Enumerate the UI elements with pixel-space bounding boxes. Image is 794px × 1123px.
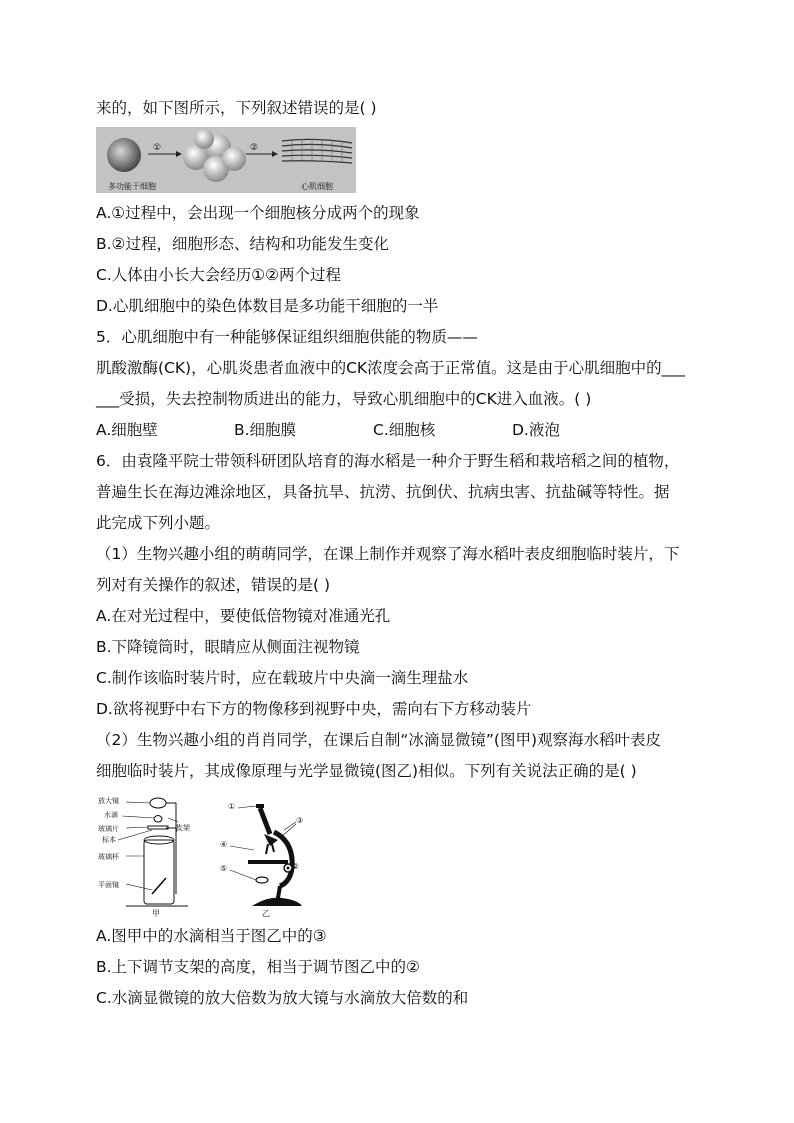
q6-stem-line3: 此完成下列小题。 <box>96 514 221 532</box>
q6-1-stem-line2: 列对有关操作的叙述，错误的是( ) <box>96 576 331 594</box>
q4-stem: 来的，如下图所示，下列叙述错误的是( ) <box>96 99 377 117</box>
marker-1: ① <box>228 802 236 811</box>
q5-stem-line1: 5．心肌细胞中有一种能够保证组织细胞供能的物质—— <box>96 328 478 346</box>
q6-1-option-a: A.在对光过程中，要使低倍物镜对准通光孔 <box>96 607 391 625</box>
q5-stem-line2: 肌酸激酶(CK)，心肌炎患者血液中的CK浓度会高于正常值。这是由于心肌细胞中的___ <box>96 359 685 377</box>
q6-1-option-b: B.下降镜筒时，眼睛应从侧面注视物镜 <box>96 638 360 656</box>
flat-mirror-label: 平面镜 <box>98 881 119 889</box>
stem-cell-shape <box>107 138 141 172</box>
cell-differentiation-figure <box>96 127 356 193</box>
marker-3: ③ <box>296 816 304 825</box>
light-microscope-figure <box>218 802 314 918</box>
glass-slide-label: 玻璃片 <box>98 825 119 833</box>
q6-2-option-a: A.图甲中的水滴相当于图乙中的③ <box>96 927 327 945</box>
q5-option-a: A.细胞壁 <box>96 421 158 439</box>
glass-cup-label: 玻璃杯 <box>98 853 119 861</box>
q5-option-c: C.细胞核 <box>373 421 436 439</box>
q5-stem-line3: ___受损，失去控制物质进出的能力，导致心肌细胞中的CK进入血液。( ) <box>96 390 592 408</box>
cardiomyocyte-label: 心肌细胞 <box>301 182 333 191</box>
marker-5: ⑤ <box>220 864 228 873</box>
q6-2-option-b: B.上下调节支架的高度，相当于调节图乙中的② <box>96 958 420 976</box>
q6-stem-line1: 6．由袁隆平院士带领科研团队培育的海水稻是一种介于野生稻和栽培稻之间的植物， <box>96 452 680 470</box>
q6-1-option-d: D.欲将视野中右下方的物像移到视野中央，需向右下方移动装片 <box>96 700 532 718</box>
q6-stem-line2: 普遍生长在海边滩涂地区，具备抗旱、抗涝、抗倒伏、抗病虫害、抗盐碱等特性。据 <box>96 483 670 501</box>
stem-cell-label: 多功能干细胞 <box>108 182 156 191</box>
q6-1-option-c: C.制作该临时装片时，应在载玻片中央滴一滴生理盐水 <box>96 669 469 687</box>
marker-4: ④ <box>220 840 228 849</box>
q5-option-b: B.细胞膜 <box>234 421 297 439</box>
q5-options <box>96 420 560 440</box>
q4-option-b: B.②过程，细胞形态、结构和功能发生变化 <box>96 235 389 253</box>
arrow-2-label: ② <box>250 143 259 153</box>
q4-option-d: D.心肌细胞中的染色体数目是多功能干细胞的一半 <box>96 297 439 315</box>
water-drop-microscope-figure <box>96 794 191 918</box>
water-drop-label: 水滴 <box>104 811 118 819</box>
specimen-label: 标本 <box>102 836 116 844</box>
q6-2-stem-line1: （2）生物兴趣小组的肖肖同学，在课后自制“冰滴显微镜”(图甲)观察海水稻叶表皮 <box>96 731 662 749</box>
arrow-1-label: ① <box>153 143 162 153</box>
figure-a-caption: 甲 <box>152 909 160 918</box>
marker-2: ② <box>292 862 300 871</box>
figure-b-caption: 乙 <box>262 909 270 918</box>
q6-1-stem-line1: （1）生物兴趣小组的萌萌同学，在课上制作并观察了海水稻叶表皮细胞临时装片，下 <box>96 545 680 563</box>
q6-2-stem-line2: 细胞临时装片，其成像原理与光学显微镜(图乙)相似。下列有关说法正确的是( ) <box>96 762 637 780</box>
support-label: 支架 <box>176 824 190 832</box>
q4-option-c: C.人体由小长大会经历①②两个过程 <box>96 266 342 284</box>
q4-option-a: A.①过程中，会出现一个细胞核分成两个的现象 <box>96 204 420 222</box>
q5-option-d: D.液泡 <box>512 421 560 439</box>
q6-2-option-c: C.水滴显微镜的放大倍数为放大镜与水滴放大倍数的和 <box>96 989 469 1007</box>
magnifier-label: 放大镜 <box>98 797 119 805</box>
